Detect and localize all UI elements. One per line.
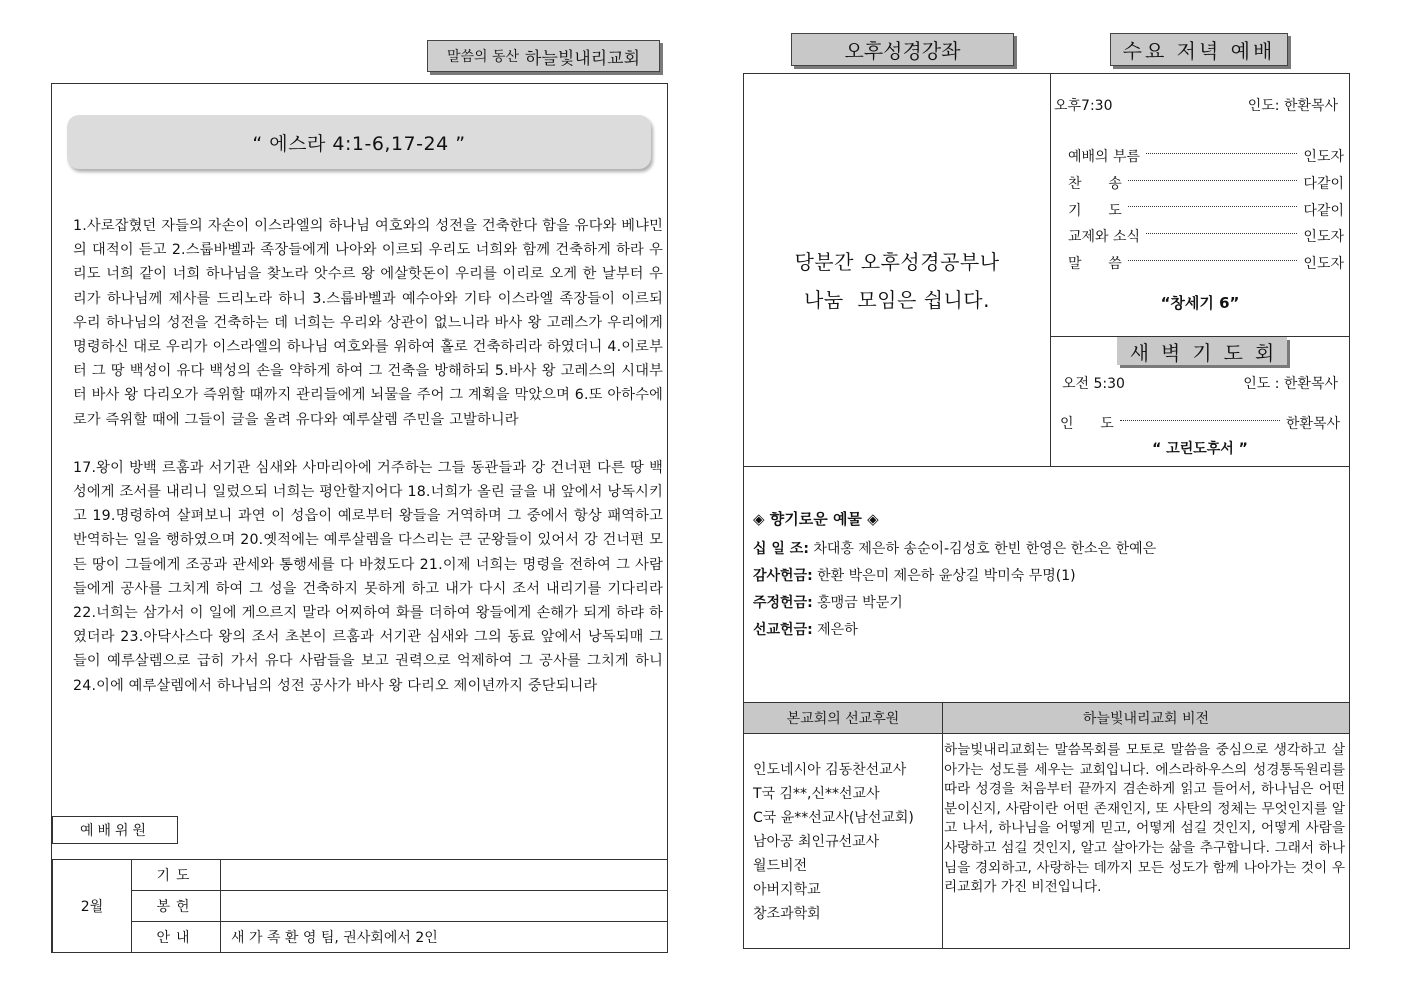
offering-names: 홍맹금 박문기 bbox=[817, 595, 903, 611]
column-divider bbox=[1050, 73, 1051, 466]
order-item-name: 기 도 bbox=[1068, 202, 1122, 219]
duty-value bbox=[221, 891, 668, 922]
duty-value bbox=[221, 860, 668, 891]
order-of-service bbox=[1068, 143, 1344, 276]
offering-names: 차대홍 제은하 송순이-김성호 한빈 한영은 한소은 한예은 bbox=[813, 541, 1157, 557]
dawn-leader-top: 인도 : 한환목사 bbox=[1243, 376, 1338, 392]
offering-title: ◈ 향기로운 예물 ◈ bbox=[753, 510, 879, 528]
dawn-prayer-header: 새벽기도회 bbox=[1117, 337, 1287, 365]
worship-committee-label: 예배위원 bbox=[52, 816, 178, 844]
order-item-name: 예배의 부름 bbox=[1068, 149, 1141, 166]
wednesday-time: 오후7:30 bbox=[1054, 98, 1113, 114]
table-row bbox=[53, 891, 668, 922]
offering-label: 십 일 조: bbox=[753, 541, 809, 557]
wednesday-leader: 인도: 한환목사 bbox=[1247, 98, 1338, 114]
order-item-who: 다같이 bbox=[1303, 176, 1344, 193]
mission-support-header: 본교회의 선교후원 bbox=[744, 703, 943, 734]
list-item bbox=[753, 536, 1156, 563]
order-item-name: 교제와 소식 bbox=[1068, 229, 1141, 246]
table-row bbox=[53, 860, 668, 891]
table-row bbox=[744, 734, 1350, 949]
order-item-name: 찬 송 bbox=[1068, 176, 1122, 193]
offering-label: 감사헌금: bbox=[753, 568, 813, 584]
passage-paragraph: 17.왕이 방백 르훔과 서기관 심새와 사마리아에 거주하는 그들 동관들과 강 건너편 다른 땅 백성에게 조서를 내리니 일렀으되 너희는 평안할지어다 18.너희가 올린 글을 내 앞에서 낭독시키고 19.명령하여 살펴보니 과연 이 성읍이 예로부터 왕들을 거역하며 그 중에서 항상 패역하고 반역하는 일을 행하였으며 20.옛적에는 예루살렘을 다스리는 큰 군왕들이 있어서 강 건너편 모든 땅이 그들에게 조공과 관세와 통행세를 다 바쳤도다 21.이제 너희는 명령을 전하여 그 사람들에게 공사를 그치게 하여 그 성을 건축하지 못하게 하고 내가 다시 조서 내리기를 기다리라 22.너희는 삼가서 이 일에 게으르지 말라 어찌하여 화를 더하여 왕들에게 손해가 되게 하랴 하였더라 23.아닥사스다 왕의 조서 초본이 르훔과 서기관 심새와 그의 동료 앞에서 낭독되매 그들이 예루살렘으로 급히 가서 유다 사람들을 보고 권력으로 억제하여 그 공사를 그치게 하니 24.이에 예루살렘에서 하나님의 성전 공사가 바사 왕 다리오 제이년까지 중단되니라 bbox=[73, 459, 663, 694]
list-item: C국 윤**선교사(남선교회) bbox=[753, 810, 914, 826]
dotted-leader bbox=[1146, 153, 1297, 154]
table-header-row bbox=[744, 703, 1350, 734]
duty-role: 안내 bbox=[132, 922, 221, 953]
duty-role: 기도 bbox=[132, 860, 221, 891]
order-item-name: 말 씀 bbox=[1068, 256, 1122, 273]
church-vision-header: 하늘빛내리교회 비전 bbox=[943, 703, 1350, 734]
dawn-time: 오전 5:30 bbox=[1062, 376, 1125, 392]
dawn-prayer-book: “ 고린도후서 ” bbox=[1152, 441, 1248, 457]
list-item bbox=[1068, 223, 1344, 250]
notice-line: 당분간 오후성경공부나 bbox=[794, 250, 1000, 274]
wednesday-service-header: 수요 저녁 예배 bbox=[1110, 33, 1288, 66]
dawn-leader-name: 한환목사 bbox=[1285, 416, 1340, 432]
offering-list bbox=[753, 536, 1156, 644]
mission-vision-table bbox=[743, 702, 1350, 949]
wednesday-info-row bbox=[1054, 95, 1338, 115]
missionaries-cell bbox=[744, 734, 943, 949]
vision-text: 하늘빛내리교회는 말씀목회를 모토로 말씀을 중심으로 생각하고 살아가는 성도를 세우는 교회입니다. 에스라하우스의 성경통독원리를 따라 성경을 처음부터 끝까지 겸손하게 읽고 들어서, 하나님은 어떤 분이신지, 사람이란 어떤 존재인지, 또 사탄의 정체는 무엇인지를 알고 나서, 하나님을 어떻게 믿고, 어떻게 섬길 것인지, 어떻게 사람을 사랑하고 섬길 것인지, 알고 살아가는 삶을 추구합니다. 그래서 하나님을 경외하고, 사랑하는 데까지 모든 성도가 함께 나아가는 것이 우리교회가 가진 비전입니다. bbox=[944, 742, 1345, 896]
order-item-who: 인도자 bbox=[1303, 256, 1344, 273]
dotted-leader bbox=[1128, 260, 1298, 261]
duty-role: 봉헌 bbox=[132, 891, 221, 922]
dawn-leader-label: 인 도 bbox=[1060, 416, 1114, 432]
order-item-who: 다같이 bbox=[1303, 202, 1344, 219]
list-item bbox=[753, 563, 1156, 590]
dotted-leader bbox=[1128, 206, 1298, 207]
wednesday-sermon-text: “창세기 6” bbox=[1160, 294, 1240, 312]
dawn-info-row bbox=[1062, 373, 1338, 393]
dawn-leader-line bbox=[1060, 413, 1340, 433]
brand-tagline: 말씀의 동산 bbox=[446, 49, 520, 65]
order-item-who: 인도자 bbox=[1303, 149, 1344, 166]
list-item bbox=[753, 590, 1156, 617]
scripture-passage bbox=[73, 214, 663, 698]
dotted-leader bbox=[1146, 233, 1297, 234]
list-item: 창조과학회 bbox=[753, 906, 821, 922]
dotted-leader bbox=[1128, 180, 1298, 181]
list-item bbox=[1068, 250, 1344, 277]
missionary-list bbox=[744, 734, 942, 926]
list-item: 인도네시아 김동찬선교사 bbox=[753, 762, 907, 778]
order-item-who: 인도자 bbox=[1303, 229, 1344, 246]
offering-names: 한환 박은미 제은하 윤상길 박미숙 무명(1) bbox=[817, 568, 1076, 584]
afternoon-bible-class-header: 오후성경강좌 bbox=[791, 33, 1014, 66]
notice-line: 나눔 모임은 쉽니다. bbox=[804, 288, 990, 312]
list-item: 월드비전 bbox=[753, 858, 808, 874]
church-brand-box bbox=[427, 40, 660, 72]
scripture-title: “ 에스라 4:1-6,17-24 ” bbox=[67, 115, 651, 169]
list-item bbox=[1068, 170, 1344, 197]
list-item bbox=[753, 617, 1156, 644]
duty-value: 새 가 족 환 영 팀, 권사회에서 2인 bbox=[221, 922, 668, 953]
afternoon-class-notice bbox=[744, 243, 1050, 319]
list-item: 남아공 최인규선교사 bbox=[753, 834, 880, 850]
section-divider bbox=[743, 466, 1350, 467]
list-item bbox=[1068, 143, 1344, 170]
offering-label: 선교헌금: bbox=[753, 622, 813, 638]
vision-cell bbox=[943, 734, 1350, 949]
offering-names: 제은하 bbox=[817, 622, 858, 638]
list-item: T국 김**,신**선교사 bbox=[753, 786, 880, 802]
offering-label: 주정헌금: bbox=[753, 595, 813, 611]
list-item: 아버지학교 bbox=[753, 882, 821, 898]
list-item bbox=[1068, 196, 1344, 223]
table-row bbox=[53, 922, 668, 953]
worship-duty-table bbox=[52, 859, 668, 953]
duty-month: 2월 bbox=[53, 860, 132, 953]
dotted-leader bbox=[1120, 420, 1280, 421]
passage-paragraph: 1.사로잡혔던 자들의 자손이 이스라엘의 하나님 여호와의 성전을 건축한다 함을 유다와 베냐민의 대적이 듣고 2.스룹바벨과 족장들에게 나아와 이르되 우리도 너희와 함께 건축하게 하라 우리도 너희 같이 너희 하나님을 찾노라 앗수르 왕 에살핫돈이 우리를 이리로 오게 한 날부터 우리가 하나님께 제사를 드리노라 하니 3.스룹바벨과 예수아와 기타 이스라엘 족장들이 이르되 우리 하나님의 성전을 건축하는 데 너희는 우리와 상관이 없느니라 바사 왕 고레스가 우리에게 명령하신 대로 우리가 이스라엘의 하나님 여호와를 위하여 홀로 건축하리라 하였더니 4.이로부터 그 땅 백성이 유다 백성의 손을 약하게 하여 그 건축을 방해하되 5.바사 왕 고레스의 시대부터 바사 왕 다리오가 즉위할 때까지 관리들에게 뇌물을 주어 그 계획을 막았으며 6.또 아하수에로가 즉위할 때에 그들이 글을 올려 유다와 예루살렘 주민을 고발하니라 bbox=[73, 218, 663, 428]
brand-name: 하늘빛내리교회 bbox=[525, 48, 641, 69]
